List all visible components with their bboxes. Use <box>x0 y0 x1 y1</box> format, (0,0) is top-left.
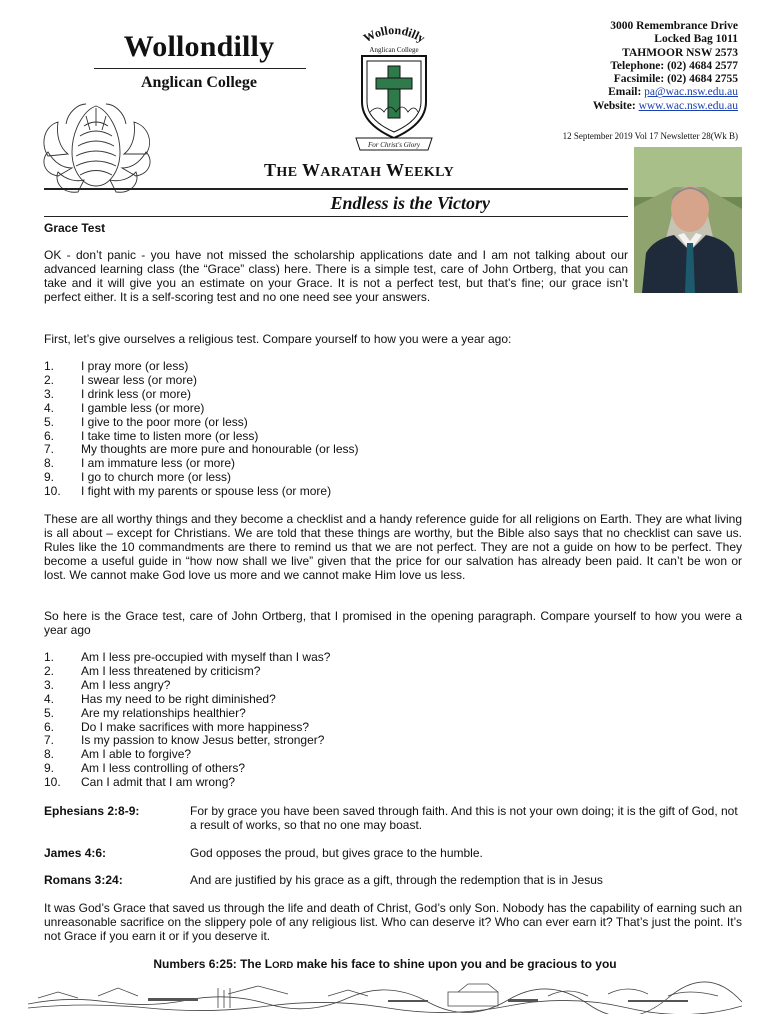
crest-motto: For Christ's Glory <box>367 141 421 149</box>
list-item: 5. Are my relationships healthier? <box>44 705 246 720</box>
list-item: 10. I fight with my parents or spouse less (or more) <box>44 484 332 499</box>
list-item: 8. I am immature less (or more) <box>44 456 236 471</box>
email-link[interactable]: pa@wac.nsw.edu.au <box>644 86 738 99</box>
list-item: 10. Can I admit that I am wrong? <box>44 775 236 790</box>
masthead-rule-top <box>44 188 628 190</box>
tagline: Endless is the Victory <box>330 193 490 213</box>
article-heading: Grace Test <box>44 221 106 235</box>
list-item: 7. My thoughts are more pure and honourable (or less) <box>44 442 359 457</box>
list-item: 3. I drink less (or more) <box>44 386 192 401</box>
crest-title: Wollondilly <box>360 22 428 46</box>
verse-reference: Ephesians 2:8-9: <box>44 804 140 818</box>
address-line: 3000 Remembrance Drive <box>610 20 738 32</box>
verse-text: And are justified by his grace as a gift, through the redemption that is in Jesus <box>190 873 603 887</box>
brand-divider <box>94 68 306 69</box>
masthead-rule-bottom <box>44 216 628 217</box>
list-item: 5. I give to the poor more (or less) <box>44 414 248 429</box>
college-name: Wollondilly <box>123 30 275 63</box>
grace-prompt: So here is the Grace test, care of John Ortberg, that I promised in the opening paragraph. Compare yourself to how you were a year ago <box>44 609 742 637</box>
list-item: 1. I pray more (or less) <box>44 359 189 373</box>
list-item: 8. Am I able to forgive? <box>44 747 192 762</box>
verse-reference: James 4:6: <box>44 846 107 860</box>
list-item: 3. Am I less angry? <box>44 677 171 692</box>
waratah-flower-icon <box>38 96 156 198</box>
list-item: 4. I gamble less (or more) <box>44 400 205 415</box>
verse-text: For by grace you have been saved through faith. And this is not your own doing; it is the gift of God, not a result of works, so that no one may boast. <box>190 804 738 832</box>
verse-reference: Romans 3:24: <box>44 873 123 887</box>
issue-info: 12 September 2019 Vol 17 Newsletter 28(Wk B) <box>562 131 738 141</box>
address-line: Locked Bag 1011 <box>654 33 738 46</box>
contact-block <box>508 20 738 113</box>
email-line <box>508 86 738 99</box>
list-item: 2. I swear less (or more) <box>44 372 198 387</box>
principal-photo <box>634 147 742 293</box>
verse-romans <box>44 874 742 888</box>
website-line <box>508 100 738 113</box>
grace-test-list <box>44 651 644 790</box>
email-label: Email: <box>608 86 642 99</box>
college-subtitle: Anglican College <box>141 74 257 91</box>
address-line: TAHMOOR NSW 2573 <box>622 46 738 59</box>
list-item: 4. Has my need to be right diminished? <box>44 691 276 706</box>
list-item: 6. Do I make sacrifices with more happiness? <box>44 719 310 734</box>
verse-james <box>44 847 742 861</box>
fax-line: Facsimile: (02) 4684 2755 <box>613 73 738 86</box>
religious-test-list <box>44 360 644 499</box>
svg-text:Wollondilly <box>361 23 427 45</box>
list-item: 6. I take time to listen more (or less) <box>44 428 259 443</box>
list-item: 7. Is my passion to know Jesus better, stronger? <box>44 733 325 748</box>
website-link[interactable]: www.wac.nsw.edu.au <box>638 99 738 112</box>
list-item: 2. Am I less threatened by criticism? <box>44 663 261 678</box>
conclusion-paragraph: It was God’s Grace that saved us through the life and death of Christ, God’s only Son. Nobody has the capability of earning such an unreasonable sacrifice on the slippery pole of any religious list. Who can deserve it? Who can ever earn it? That’s just the point. It’s not Grace if you earn it or if you deserve it. <box>44 901 742 943</box>
college-crest <box>340 18 448 156</box>
checklist-paragraph: These are all worthy things and they become a checklist and a handy reference guide for all religions on Earth. They are what living is all about – except for Christians. We are told that these things are worthy, but the Bible also says that no checklist can save us. Rules like the 10 commandments are there to remind us that we are not perfect. They are not a guide on how to be perfect. They become a useful guide in “how now shall we live” given that the price for our salvation has already been paid. It can’t be won or lost. We cannot make God love us more and we cannot make Him love us less. <box>44 512 742 582</box>
list-item: 1. Am I less pre-occupied with myself than I was? <box>44 650 331 664</box>
list-item: 9. Am I less controlling of others? <box>44 761 246 776</box>
website-label: Website: <box>592 99 636 112</box>
intro-paragraph: OK - don’t panic - you have not missed the scholarship applications date and I am not talking about our advanced learning class (the “Grace” class) here. There is a simple test, care of John Ortberg, that you can take and it will give you an estimate on your Grace. It is not a perfect test, but that’s fine; our grace isn’t perfect either. It is a self-scoring test and no one need see your answers. <box>44 248 628 304</box>
phone-line: Telephone: (02) 4684 2577 <box>610 59 738 72</box>
verse-ephesians <box>44 805 742 833</box>
verse-text: God opposes the proud, but gives grace to the humble. <box>190 846 483 860</box>
first-prompt: First, let’s give ourselves a religious test. Compare yourself to how you were a year ago: <box>44 332 512 346</box>
footer-sketch-illustration <box>28 978 742 1014</box>
list-item: 9. I go to church more (or less) <box>44 470 232 485</box>
newsletter-title: THE WARATAH WEEKLY <box>264 160 455 180</box>
closing-verse: Numbers 6:25: The LORD make his face to shine upon you and be gracious to you <box>153 957 617 971</box>
crest-subtitle: Anglican College <box>369 46 419 54</box>
